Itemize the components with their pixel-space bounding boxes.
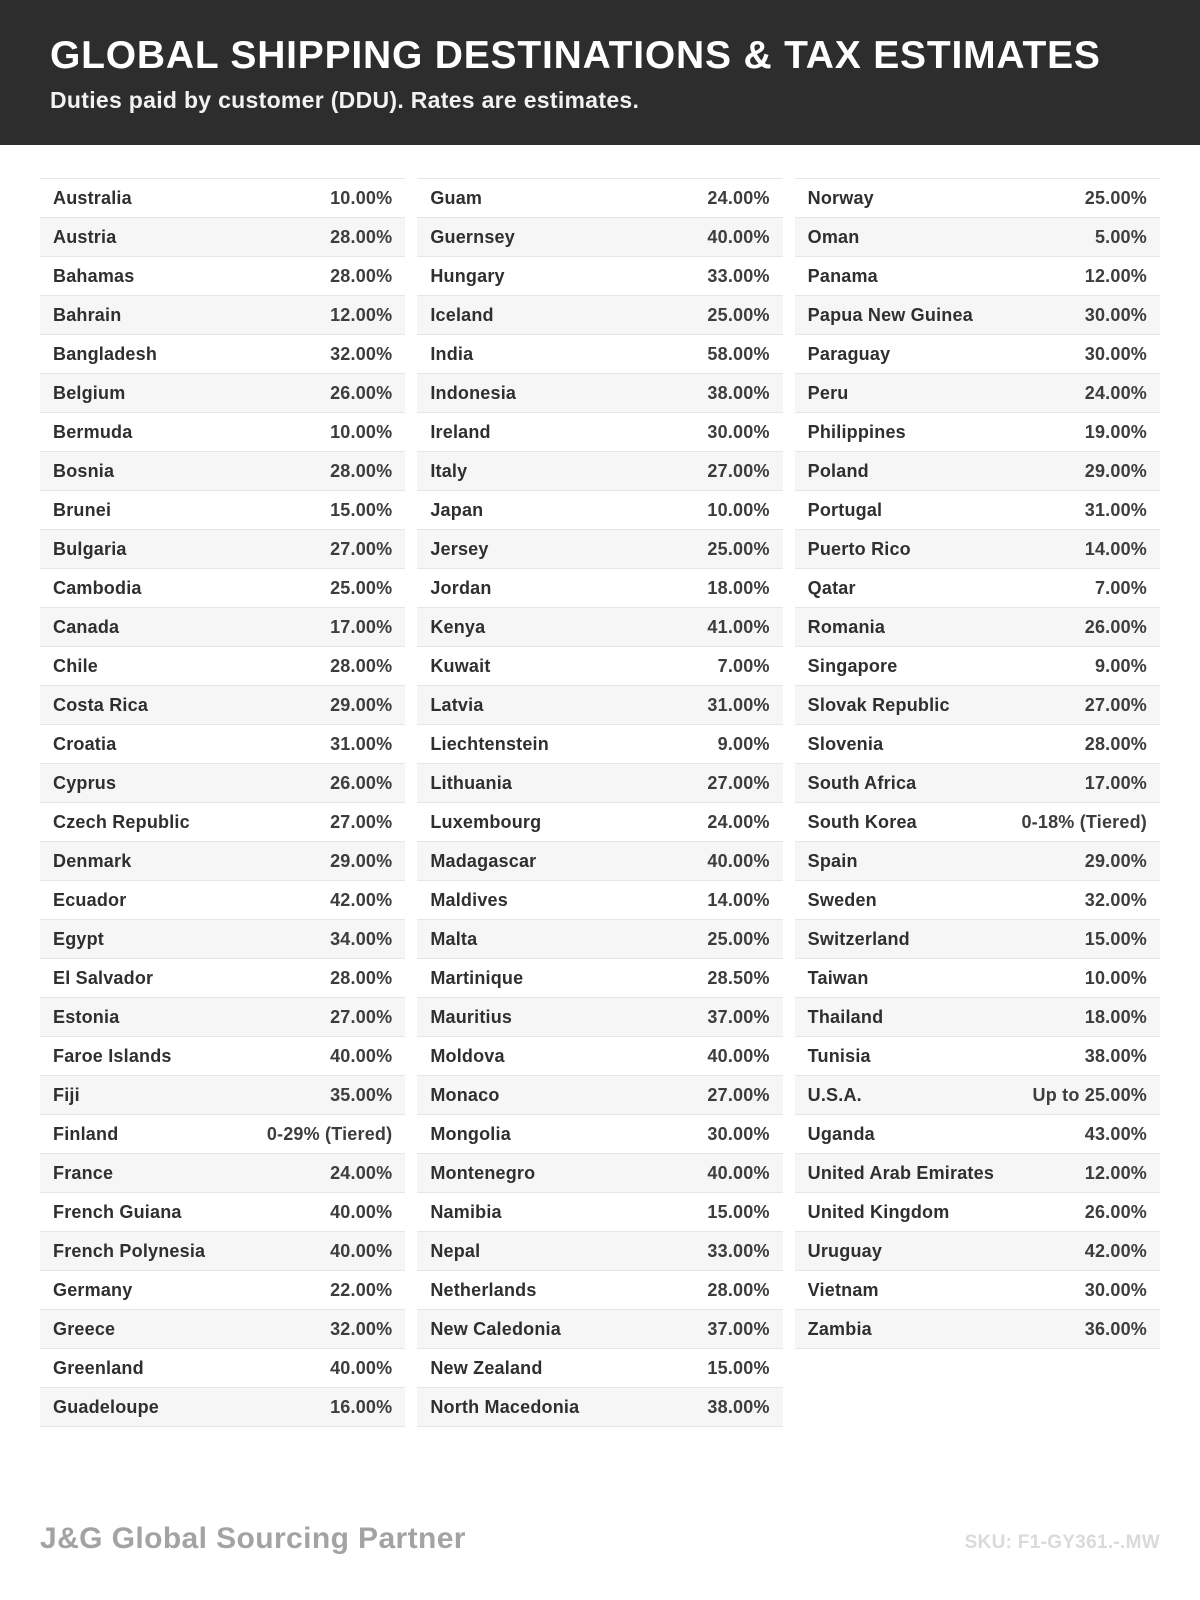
tax-rate: 26.00% (330, 382, 393, 403)
country-name: Slovenia (807, 733, 884, 754)
tax-rate: 24.00% (707, 811, 770, 832)
country-name: Lithuania (430, 772, 513, 793)
table-row (417, 1310, 782, 1349)
tax-rate: 27.00% (1084, 694, 1147, 715)
table-row (795, 764, 1160, 803)
tax-rate: 33.00% (707, 265, 770, 286)
country-name: Greenland (53, 1357, 144, 1378)
tax-rate: 40.00% (330, 1240, 393, 1261)
rate-column-1 (40, 178, 405, 1427)
table-row (795, 998, 1160, 1037)
tax-rate: 29.00% (1084, 460, 1147, 481)
tax-rate: 5.00% (1094, 226, 1147, 247)
tax-rate: 25.00% (330, 577, 393, 598)
table-row (40, 569, 405, 608)
tax-rate: 9.00% (1094, 655, 1147, 676)
table-row (795, 335, 1160, 374)
country-name: Panama (807, 265, 878, 286)
table-row (795, 569, 1160, 608)
tax-rate: 38.00% (707, 382, 770, 403)
country-name: Malta (430, 928, 478, 949)
tax-rate: 17.00% (1084, 772, 1147, 793)
country-name: Bahamas (53, 265, 135, 286)
tax-rate: 28.00% (330, 655, 393, 676)
table-row (417, 647, 782, 686)
country-name: Bangladesh (53, 343, 158, 364)
table-row (795, 1271, 1160, 1310)
table-row (40, 1388, 405, 1427)
table-row (795, 725, 1160, 764)
tax-rate: 10.00% (707, 499, 770, 520)
country-name: South Africa (807, 772, 917, 793)
tax-rate: Up to 25.00% (1032, 1084, 1147, 1105)
country-name: France (53, 1162, 114, 1183)
tax-rate: 42.00% (1084, 1240, 1147, 1261)
tax-rate: 38.00% (1084, 1045, 1147, 1066)
table-row (417, 1388, 782, 1427)
table-row (795, 374, 1160, 413)
tax-rate: 25.00% (707, 304, 770, 325)
tax-rate: 28.00% (330, 265, 393, 286)
country-name: Indonesia (430, 382, 517, 403)
tax-rate: 9.00% (717, 733, 770, 754)
tax-rate: 29.00% (330, 850, 393, 871)
table-row (417, 218, 782, 257)
country-name: Denmark (53, 850, 132, 871)
tax-rate: 30.00% (707, 421, 770, 442)
tax-rate: 18.00% (707, 577, 770, 598)
table-row (417, 686, 782, 725)
tax-rate: 27.00% (330, 1006, 393, 1027)
table-row (795, 842, 1160, 881)
table-row (417, 413, 782, 452)
tax-rate: 25.00% (707, 928, 770, 949)
table-row (40, 764, 405, 803)
tax-rate: 34.00% (330, 928, 393, 949)
country-name: Faroe Islands (53, 1045, 172, 1066)
table-row (40, 491, 405, 530)
tax-rate: 26.00% (1084, 616, 1147, 637)
tax-rate: 37.00% (707, 1318, 770, 1339)
tax-rate: 42.00% (330, 889, 393, 910)
country-name: Ireland (430, 421, 491, 442)
country-name: Puerto Rico (807, 538, 911, 559)
country-name: Maldives (430, 889, 508, 910)
tax-rate: 22.00% (330, 1279, 393, 1300)
country-name: Estonia (53, 1006, 120, 1027)
country-name: Guadeloupe (53, 1396, 160, 1417)
table-row (417, 257, 782, 296)
rate-column-2 (417, 178, 782, 1427)
table-row (417, 1232, 782, 1271)
table-row (417, 920, 782, 959)
table-row (417, 452, 782, 491)
country-name: Kuwait (430, 655, 491, 676)
country-name: Guernsey (430, 226, 515, 247)
tax-rate: 27.00% (707, 460, 770, 481)
table-row (795, 1037, 1160, 1076)
tax-rate: 19.00% (1084, 421, 1147, 442)
country-name: Iceland (430, 304, 494, 325)
table-row (417, 842, 782, 881)
table-row (417, 803, 782, 842)
country-name: Papua New Guinea (807, 304, 973, 325)
country-name: Singapore (807, 655, 898, 676)
table-row (40, 608, 405, 647)
country-name: Hungary (430, 265, 505, 286)
tax-rate: 28.00% (330, 967, 393, 988)
table-row (417, 764, 782, 803)
country-name: Finland (53, 1123, 119, 1144)
country-name: Greece (53, 1318, 116, 1339)
country-name: New Zealand (430, 1357, 543, 1378)
country-name: Belgium (53, 382, 126, 403)
table-row (417, 296, 782, 335)
country-name: Cambodia (53, 577, 142, 598)
table-row (40, 1232, 405, 1271)
table-row (417, 179, 782, 218)
page-header (0, 0, 1200, 145)
table-row (417, 959, 782, 998)
tax-rate: 15.00% (1084, 928, 1147, 949)
country-name: Portugal (807, 499, 883, 520)
tax-rate: 38.00% (707, 1396, 770, 1417)
country-name: Namibia (430, 1201, 502, 1222)
table-row (795, 959, 1160, 998)
country-name: Kenya (430, 616, 486, 637)
country-name: Cyprus (53, 772, 117, 793)
country-name: Thailand (807, 1006, 884, 1027)
country-name: Philippines (807, 421, 906, 442)
tax-rate: 40.00% (707, 850, 770, 871)
country-name: Egypt (53, 928, 105, 949)
table-row (795, 647, 1160, 686)
table-row (40, 1037, 405, 1076)
country-name: Fiji (53, 1084, 80, 1105)
table-row (795, 920, 1160, 959)
tax-rate: 30.00% (1084, 304, 1147, 325)
table-row (417, 1271, 782, 1310)
country-name: India (430, 343, 474, 364)
table-row (40, 335, 405, 374)
tax-rate: 30.00% (707, 1123, 770, 1144)
table-row (417, 608, 782, 647)
table-row (795, 1193, 1160, 1232)
country-name: Netherlands (430, 1279, 537, 1300)
country-name: Italy (430, 460, 468, 481)
tax-rate-table (40, 178, 1160, 1427)
table-row (40, 881, 405, 920)
country-name: Uganda (807, 1123, 875, 1144)
tax-rate: 26.00% (330, 772, 393, 793)
table-row (40, 257, 405, 296)
country-name: Norway (807, 187, 874, 208)
table-row (417, 530, 782, 569)
tax-rate: 25.00% (1084, 187, 1147, 208)
tax-rate: 24.00% (1084, 382, 1147, 403)
country-name: Uruguay (807, 1240, 883, 1261)
tax-rate: 36.00% (1084, 1318, 1147, 1339)
country-name: Oman (807, 226, 860, 247)
country-name: Bahrain (53, 304, 122, 325)
country-name: Austria (53, 226, 117, 247)
table-row (795, 452, 1160, 491)
tax-rate: 28.00% (707, 1279, 770, 1300)
country-name: United Kingdom (807, 1201, 950, 1222)
tax-rate: 32.00% (1084, 889, 1147, 910)
tax-rate: 15.00% (707, 1357, 770, 1378)
tax-rate: 28.50% (707, 967, 770, 988)
tax-rate: 7.00% (1094, 577, 1147, 598)
tax-rate: 0-29% (Tiered) (266, 1123, 393, 1144)
table-row (40, 959, 405, 998)
country-name: Ecuador (53, 889, 127, 910)
table-row (40, 1115, 405, 1154)
tax-rate: 32.00% (330, 1318, 393, 1339)
table-row (795, 686, 1160, 725)
table-row (417, 1193, 782, 1232)
tax-rate: 28.00% (330, 460, 393, 481)
tax-rate: 26.00% (1084, 1201, 1147, 1222)
table-row (795, 296, 1160, 335)
tax-rate: 30.00% (1084, 343, 1147, 364)
country-name: Zambia (807, 1318, 872, 1339)
country-name: Liechtenstein (430, 733, 549, 754)
tax-rate: 40.00% (707, 1162, 770, 1183)
table-row (795, 257, 1160, 296)
table-row (795, 1154, 1160, 1193)
table-row (795, 1310, 1160, 1349)
country-name: Japan (430, 499, 484, 520)
table-row (40, 1271, 405, 1310)
tax-rate: 32.00% (330, 343, 393, 364)
table-row (417, 374, 782, 413)
table-row (40, 296, 405, 335)
tax-rate: 29.00% (330, 694, 393, 715)
country-name: Romania (807, 616, 886, 637)
tax-rate: 29.00% (1084, 850, 1147, 871)
country-name: Peru (807, 382, 849, 403)
table-row (40, 452, 405, 491)
table-row (417, 335, 782, 374)
table-row (795, 179, 1160, 218)
country-name: Chile (53, 655, 99, 676)
table-row (40, 218, 405, 257)
tax-rate: 41.00% (707, 616, 770, 637)
tax-rate: 40.00% (707, 1045, 770, 1066)
country-name: Canada (53, 616, 120, 637)
table-row (417, 1154, 782, 1193)
tax-rate: 15.00% (330, 499, 393, 520)
table-row (795, 530, 1160, 569)
country-name: New Caledonia (430, 1318, 561, 1339)
country-name: South Korea (807, 811, 917, 832)
table-row (417, 881, 782, 920)
table-row (417, 569, 782, 608)
tax-rate: 40.00% (330, 1045, 393, 1066)
country-name: Vietnam (807, 1279, 879, 1300)
tax-rate: 28.00% (330, 226, 393, 247)
table-row (40, 1193, 405, 1232)
table-row (795, 803, 1160, 842)
country-name: Bulgaria (53, 538, 127, 559)
table-row (40, 1349, 405, 1388)
tax-rate: 43.00% (1084, 1123, 1147, 1144)
tax-rate: 12.00% (1084, 265, 1147, 286)
tax-rate: 17.00% (330, 616, 393, 637)
tax-rate: 0-18% (Tiered) (1021, 811, 1147, 832)
table-row (795, 1115, 1160, 1154)
country-name: Sweden (807, 889, 877, 910)
tax-rate: 12.00% (1084, 1162, 1147, 1183)
page-subtitle: Duties paid by customer (DDU). Rates are estimates. (50, 87, 640, 113)
tax-rate: 33.00% (707, 1240, 770, 1261)
country-name: Switzerland (807, 928, 910, 949)
tax-rate: 16.00% (330, 1396, 393, 1417)
tax-rate: 30.00% (1084, 1279, 1147, 1300)
table-row (40, 998, 405, 1037)
country-name: Mauritius (430, 1006, 513, 1027)
table-row (40, 686, 405, 725)
table-row (795, 608, 1160, 647)
country-name: Croatia (53, 733, 117, 754)
country-name: U.S.A. (807, 1084, 862, 1105)
country-name: Jersey (430, 538, 489, 559)
country-name: French Polynesia (53, 1240, 206, 1261)
sku-label: SKU: F1-GY361.-.MW (964, 1532, 1160, 1553)
table-row (40, 842, 405, 881)
table-row (40, 647, 405, 686)
tax-rate: 7.00% (717, 655, 770, 676)
table-row (40, 413, 405, 452)
country-name: Bosnia (53, 460, 115, 481)
country-name: Czech Republic (53, 811, 190, 832)
table-row (417, 1037, 782, 1076)
country-name: Montenegro (430, 1162, 536, 1183)
tax-rate: 31.00% (707, 694, 770, 715)
page-footer (40, 1522, 1160, 1556)
country-name: Slovak Republic (807, 694, 950, 715)
table-row (795, 491, 1160, 530)
country-name: French Guiana (53, 1201, 182, 1222)
table-row (795, 1076, 1160, 1115)
tax-rate: 15.00% (707, 1201, 770, 1222)
tax-rate: 14.00% (707, 889, 770, 910)
country-name: Bermuda (53, 421, 133, 442)
country-name: Guam (430, 187, 483, 208)
country-name: North Macedonia (430, 1396, 580, 1417)
table-row (417, 1076, 782, 1115)
country-name: Mongolia (430, 1123, 511, 1144)
tax-rate: 24.00% (707, 187, 770, 208)
country-name: United Arab Emirates (807, 1162, 995, 1183)
tax-rate: 27.00% (330, 538, 393, 559)
country-name: Taiwan (807, 967, 869, 988)
country-name: Costa Rica (53, 694, 149, 715)
country-name: Qatar (807, 577, 856, 598)
tax-rate: 18.00% (1084, 1006, 1147, 1027)
tax-rate: 40.00% (330, 1357, 393, 1378)
table-row (40, 803, 405, 842)
brand-name: J&G Global Sourcing Partner (40, 1522, 466, 1555)
table-row (795, 413, 1160, 452)
country-name: Germany (53, 1279, 133, 1300)
tax-rate: 14.00% (1084, 538, 1147, 559)
tax-rate: 31.00% (1084, 499, 1147, 520)
tax-rate: 25.00% (707, 538, 770, 559)
country-name: Monaco (430, 1084, 500, 1105)
tax-rate: 40.00% (707, 226, 770, 247)
tax-rate: 10.00% (330, 421, 393, 442)
tax-rate: 27.00% (707, 772, 770, 793)
country-name: El Salvador (53, 967, 154, 988)
tax-rate: 27.00% (707, 1084, 770, 1105)
tax-rate: 10.00% (330, 187, 393, 208)
country-name: Brunei (53, 499, 112, 520)
tax-rate: 28.00% (1084, 733, 1147, 754)
tax-rate: 12.00% (330, 304, 393, 325)
table-row (795, 1232, 1160, 1271)
country-name: Moldova (430, 1045, 505, 1066)
table-row (795, 218, 1160, 257)
table-row (40, 725, 405, 764)
country-name: Paraguay (807, 343, 891, 364)
rate-column-3 (795, 178, 1160, 1349)
table-row (40, 179, 405, 218)
table-row (40, 1154, 405, 1193)
tax-rate: 31.00% (330, 733, 393, 754)
tax-rate: 40.00% (330, 1201, 393, 1222)
country-name: Poland (807, 460, 869, 481)
table-row (40, 374, 405, 413)
country-name: Luxembourg (430, 811, 542, 832)
table-row (40, 1310, 405, 1349)
table-row (417, 491, 782, 530)
country-name: Martinique (430, 967, 524, 988)
tax-rate: 10.00% (1084, 967, 1147, 988)
country-name: Madagascar (430, 850, 537, 871)
tax-rate: 27.00% (330, 811, 393, 832)
country-name: Nepal (430, 1240, 481, 1261)
table-row (795, 881, 1160, 920)
tax-rate: 37.00% (707, 1006, 770, 1027)
country-name: Jordan (430, 577, 492, 598)
table-row (40, 1076, 405, 1115)
tax-rate: 58.00% (707, 343, 770, 364)
tax-rate: 35.00% (330, 1084, 393, 1105)
page-title: GLOBAL SHIPPING DESTINATIONS & TAX ESTIMATES (50, 34, 1101, 77)
table-row (417, 998, 782, 1037)
country-name: Australia (53, 187, 132, 208)
country-name: Latvia (430, 694, 484, 715)
tax-rate: 24.00% (330, 1162, 393, 1183)
table-row (417, 1115, 782, 1154)
country-name: Tunisia (807, 1045, 871, 1066)
table-row (40, 920, 405, 959)
table-row (417, 1349, 782, 1388)
table-row (417, 725, 782, 764)
table-row (40, 530, 405, 569)
country-name: Spain (807, 850, 858, 871)
